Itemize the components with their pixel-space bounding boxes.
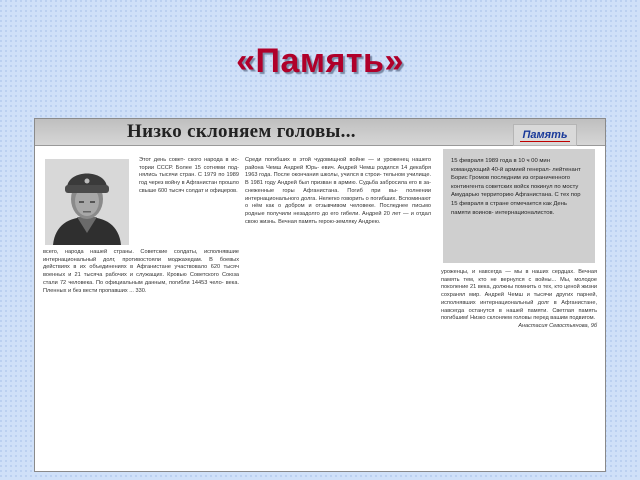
author-signature: Анастасия Севостьянова, 9б xyxy=(518,322,597,329)
soldier-photo xyxy=(45,159,129,245)
column-text: Среди погибших в этой чудовищной войне — и уроженец нашего района Чемш Андрей Юрь- евич. Андрей Чемш родился 14 декабря 1963 года. После окончания школы, учился в строи- тельном училище. В 1981 году Андрей был призван в армию. Судьба забросила его в за- снеженные горы Афганистана. Погиб при вы- полнении интернационального долга. Нелегко говорить о погибших. Вспоминают о нём как о добром и отзывчивом человеке. Последнее письмо родные получили незадолго до его гибели. Андрей 20 лет — и отдал свою жизнь. Вечная память герою-земляку Андрею. xyxy=(245,157,431,225)
info-box xyxy=(443,149,595,263)
info-box-text: 15 февраля 1989 года в 10 ч 00 мин командующий 40-й армией генерал- лейтенант Борис Громов последним из ограниченного контингента советских войск покинул по мосту Амударью территорию Афганистана. С тех пор 15 февраля в стране отмечается как День памяти воинов- интернационалистов. xyxy=(451,158,581,216)
slide-title: «Память» xyxy=(236,42,404,80)
article-column-3 xyxy=(441,269,597,331)
rubric-badge: Память xyxy=(513,124,577,146)
article-headline: Низко склоняем головы... xyxy=(127,121,356,142)
article-column-1-wide xyxy=(43,249,239,295)
article-column-2 xyxy=(245,157,431,226)
newspaper-clipping xyxy=(34,118,606,472)
column-text: Этот день совет- ского народа в ис- тории СССР. Более 15 сотнями под- нялись тысячи стран. С 1979 по 1989 год через войну в Афганистан прошло свыше 600 тысяч солдат и офицеров. xyxy=(139,157,239,194)
column-text: уроженцы, и навсегда — мы в наших сердцах. Вечная память тем, кто не вернулся с войны... Мы, молодое поколение 21 века, должны помнить о тех, кто ценой жизни сохранял мир. Андрей Чемш и тысячи других парней, исполнявших интернациональный долг в Афганистане, навсегда останутся в нашей памяти. Светлая память погибшим! Низко склоняем головы перед вашим подвигом. xyxy=(441,269,597,322)
article-column-1 xyxy=(139,157,239,196)
column-text: всего, народа нашей страны. Советские солдаты, исполнявшие интернациональный долг, противостояли моджахедам. В боевых действиях в их объединениях в Афганистане участвовало 620 тысяч военных и 21 тысяча рабочих и служащих. Кровью Советского Союза стали 72 человека. По официальным данным, погибли 14453 чело- века. Пленных и без вести пропавших ... 330. xyxy=(43,249,239,294)
